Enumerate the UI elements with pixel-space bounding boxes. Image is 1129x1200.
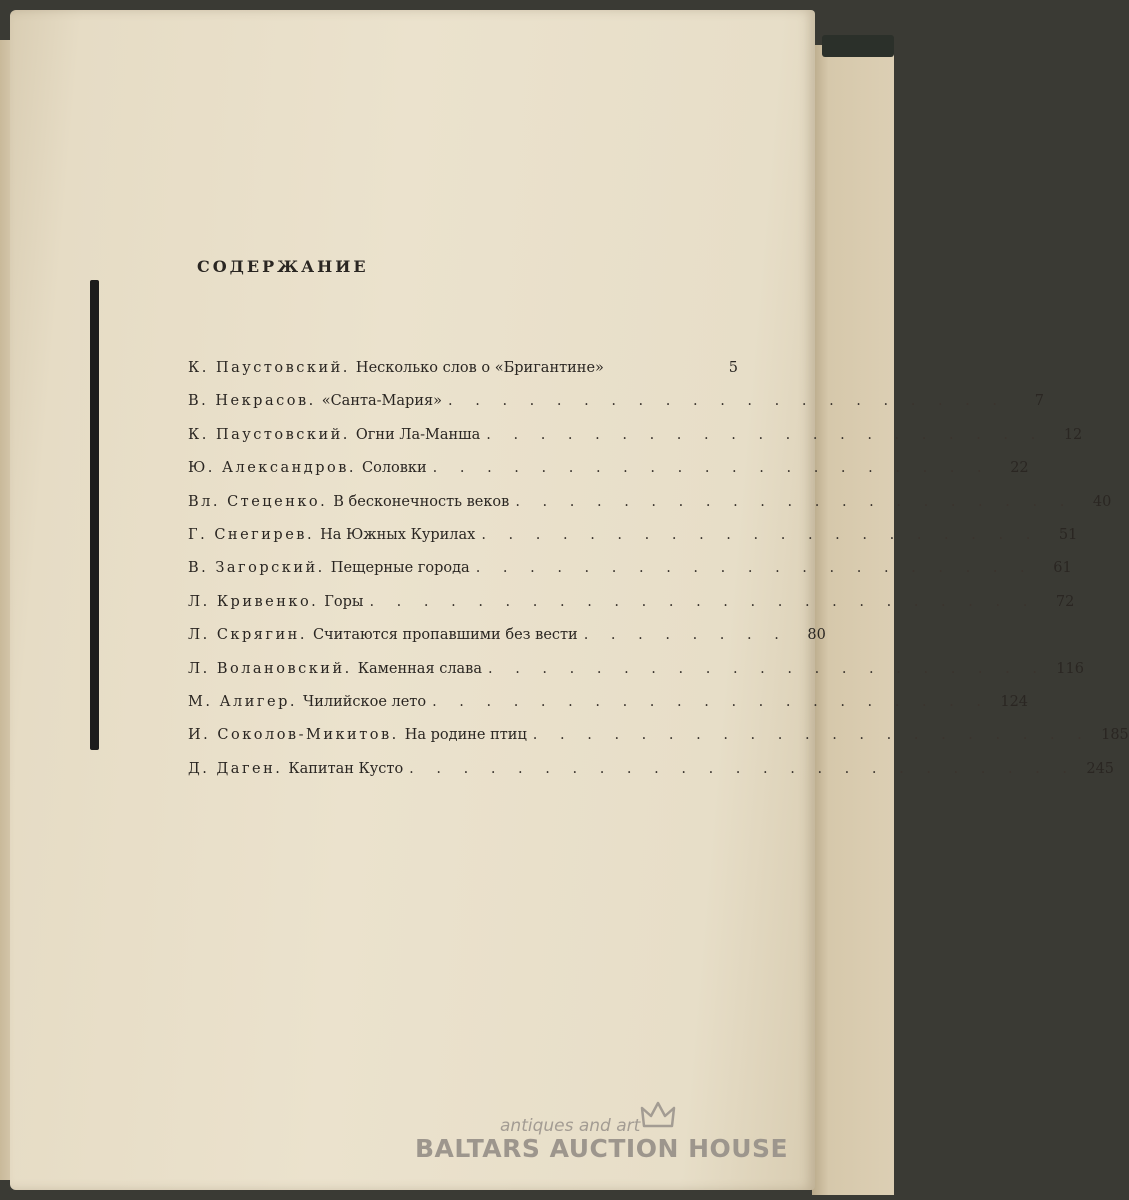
toc-leader: . . . . . . . . . . . . . . . . . . . . . [448, 393, 1007, 410]
toc-page-number: 5 [728, 360, 738, 376]
toc-leader: . . . . . . . . . . . . . . . . . . . . . [515, 493, 1074, 510]
toc-title: В бесконечность веков [333, 493, 510, 510]
toc-page-number: 12 [1063, 426, 1083, 443]
toc-title: Несколько слов о «Бригантине» [355, 360, 604, 376]
toc-leader: . . . . . . . . . . . . . . . . . . . . . [432, 693, 991, 710]
toc-title: Пещерные города [330, 560, 470, 577]
toc-entry [188, 360, 738, 393]
toc-page-number: 61 [1053, 560, 1072, 577]
toc-title: Чилийское лето [303, 693, 427, 710]
toc-entry [188, 493, 1112, 527]
toc-page-number: 116 [1056, 660, 1084, 677]
toc-leader: . . . . . . . . . . . . . . . . . . . . . [475, 560, 1034, 577]
toc-title: Горы [324, 593, 364, 610]
toc-author: М. Алигер. [188, 693, 297, 710]
toc-leader: . . . . . . . . . . . . . . . . . . . . . . . . . [369, 593, 1037, 610]
toc-entry [188, 760, 1115, 794]
toc-author: И. Соколов-Микитов. [188, 727, 399, 744]
toc-author: Г. Снегирев. [188, 526, 315, 543]
facing-page [812, 45, 894, 1195]
toc-title: «Санта-Мария» [321, 393, 443, 410]
toc-author: Ю. Александров. [188, 460, 356, 477]
toc-leader: . . . . . . . . . . . . . . . . . . . . . [481, 526, 1040, 543]
toc-page-number: 72 [1055, 593, 1075, 610]
table-of-contents [188, 360, 1129, 794]
toc-entry [188, 727, 1129, 760]
toc-title: Огни Ла-Манша [355, 426, 481, 443]
toc-page-number: 7 [1034, 393, 1045, 410]
toc-title: Считаются пропавшими без вести [312, 627, 578, 644]
page-title: СОДЕРЖАНИЕ [197, 257, 369, 276]
watermark-tagline: antiques and art [500, 1116, 641, 1136]
toc-page-number: 245 [1086, 760, 1115, 777]
toc-page-number: 51 [1058, 526, 1078, 543]
toc-author: Л. Волановский. [188, 660, 352, 677]
toc-leader: . . . . . . . . . . . . . . . . . . . . . [532, 727, 1091, 744]
toc-entry [188, 660, 1084, 694]
toc-entry [188, 627, 826, 660]
toc-entry [188, 693, 1029, 727]
toc-author: Вл. Стеценко. [188, 493, 328, 510]
toc-entry [188, 560, 1072, 593]
toc-page-number: 22 [1010, 460, 1029, 477]
toc-entry [188, 426, 1083, 460]
toc-entry [188, 593, 1075, 627]
decorative-bar [90, 280, 99, 750]
crown-icon [640, 1100, 676, 1130]
toc-title: На Южных Курилах [320, 526, 476, 543]
toc-author: Д. Даген. [188, 760, 283, 777]
toc-page-number: 124 [1000, 693, 1029, 710]
toc-leader: . . . . . . . . . . . . . . . . . . . . . [432, 460, 991, 477]
watermark-name: BALTARS AUCTION HOUSE [415, 1134, 789, 1163]
toc-leader: . . . . . . . . [583, 627, 788, 644]
toc-title: На родине птиц [404, 727, 527, 744]
toc-author: В. Загорский. [188, 560, 325, 577]
toc-author: Л. Скрягин. [188, 627, 307, 644]
toc-leader: . . . . . . . . . . . . . . . . . . . . . [488, 660, 1046, 677]
toc-title: Соловки [362, 460, 427, 477]
toc-author: В. Некрасов. [188, 393, 316, 410]
toc-author: Л. Кривенко. [188, 593, 319, 610]
toc-entry [188, 393, 1045, 426]
toc-title: Капитан Кусто [288, 760, 404, 777]
book-cover-edge [822, 35, 894, 57]
toc-author: К. Паустовский. [188, 360, 350, 376]
toc-entry [188, 460, 1029, 493]
toc-title: Каменная слава [357, 660, 482, 677]
toc-page-number: 185 [1101, 727, 1129, 744]
auction-watermark [415, 1100, 815, 1170]
toc-author: К. Паустовский. [188, 426, 350, 443]
toc-leader: . . . . . . . . . . . . . . . . . . . . . [486, 426, 1045, 443]
toc-leader: . . . . . . . . . . . . . . . . . . . . . . . . . [409, 760, 1077, 777]
toc-page-number: 80 [807, 627, 826, 644]
toc-entry [188, 526, 1078, 560]
toc-page-number: 40 [1092, 493, 1112, 510]
